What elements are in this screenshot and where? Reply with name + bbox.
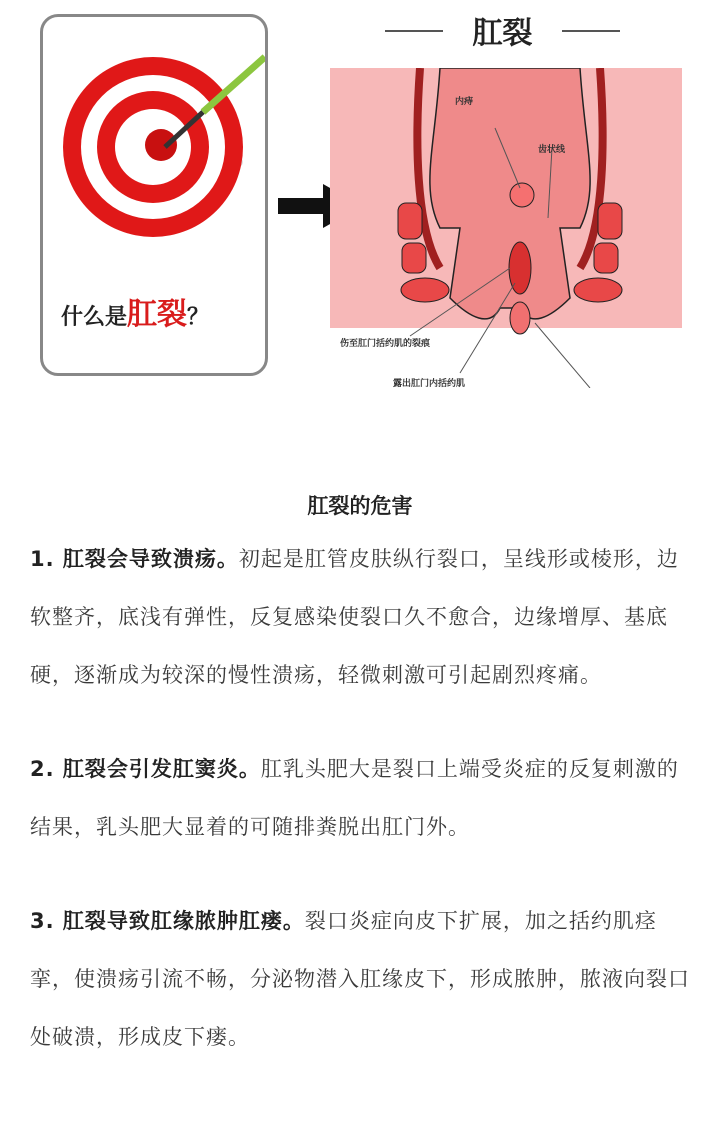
label-internal-hemorrhoid: 内痔	[455, 97, 474, 107]
paragraph-lead: 2. 肛裂会引发肛窦炎。	[30, 757, 261, 781]
paragraph-ulcer	[30, 530, 690, 704]
paragraph-abscess	[30, 892, 690, 1066]
caption-prefix: 什么是	[61, 305, 128, 330]
paragraph-lead: 1. 肛裂会导致溃疡。	[30, 547, 239, 571]
what-is-fissure-card	[40, 14, 268, 376]
paragraph-lead: 3. 肛裂导致肛缘脓肿肛瘘。	[30, 909, 305, 933]
diagram-title: 肛裂	[385, 8, 620, 52]
label-sphincter: 露出肛门内括约肌	[393, 379, 466, 389]
paragraph-sinusitis	[30, 740, 690, 856]
hero-image	[0, 0, 720, 395]
caption-highlight: 肛裂	[127, 297, 188, 332]
label-dentate-line: 齿状线	[538, 145, 566, 155]
label-fissure: 伤至肛门括约肌的裂痕	[340, 339, 431, 349]
paragraph-body: 肛乳头肥大是裂口上端受炎症的反复刺激的结果，乳头肥大显着的可随排粪脱出肛门外。	[30, 757, 679, 839]
caption-suffix: ？	[187, 305, 210, 330]
paragraph-body: 初起是肛管皮肤纵行裂口，呈线形或棱形，边软整齐，底浅有弹性，反复感染使裂口久不愈合，边缘增厚、基底硬，逐渐成为较深的慢性溃疡，轻微刺激可引起剧烈疼痛。	[30, 547, 679, 687]
article	[0, 490, 720, 1066]
target-dart-icon	[43, 17, 265, 277]
paragraph-body: 裂口炎症向皮下扩展，加之括约肌痉挛，使溃疡引流不畅，分泌物潜入肛缘皮下，形成脓肿，脓液向裂口处破溃，形成皮下瘘。	[30, 909, 690, 1049]
article-heading: 肛裂的危害	[307, 494, 413, 518]
anatomy-diagram	[320, 68, 700, 392]
card-caption	[61, 289, 209, 333]
